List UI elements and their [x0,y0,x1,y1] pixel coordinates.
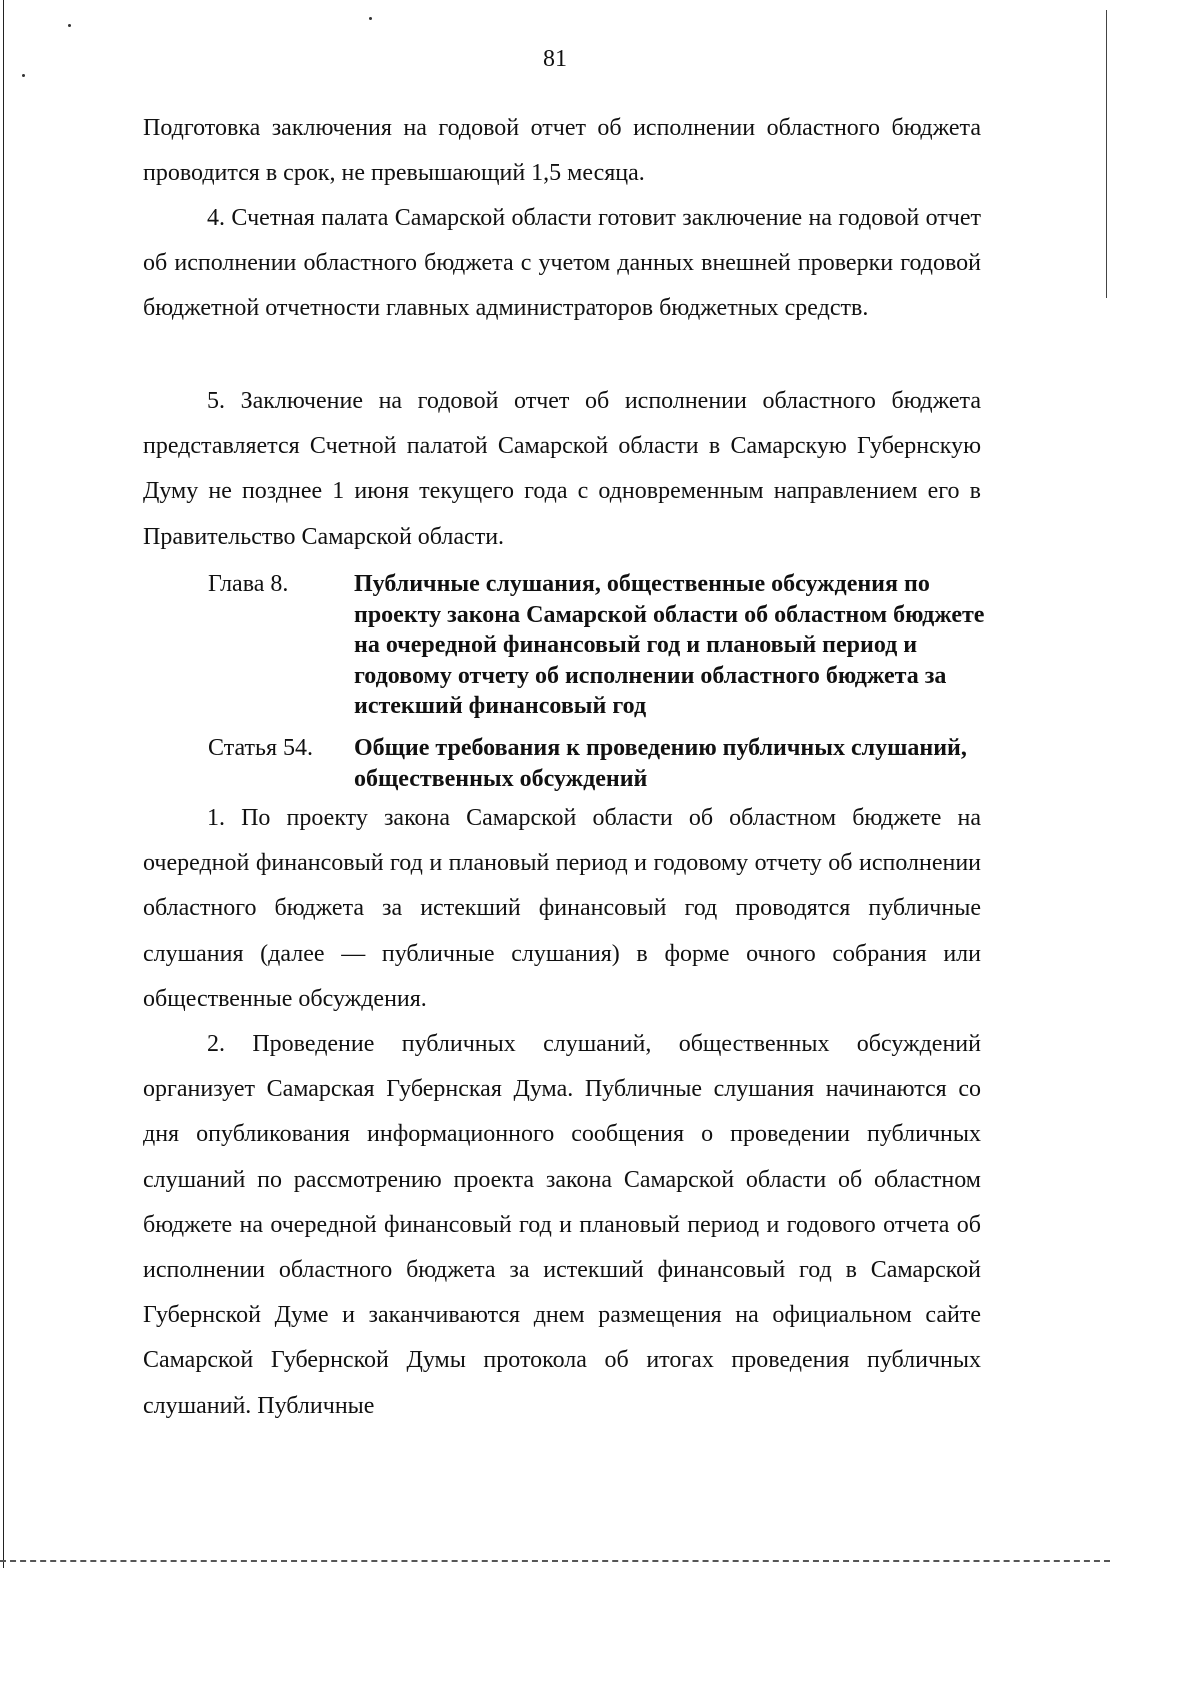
page-number: 81 [543,46,567,72]
paragraph-4: 4. Счетная палата Самарской области готовит заключение на годовой отчет об исполнении областного бюджета с учетом данных внешней проверки годовой бюджетной отчетности главных администраторов бюджетных средств. [143,205,981,322]
scan-speck [22,74,25,77]
paragraph-5: 5. Заключение на годовой отчет об исполнении областного бюджета представляется Счетной палатой Самарской области в Самарскую Губернскую Думу не позднее 1 июня текущего года с одновременным направлением его в Правительство Самарской области. [143,388,981,550]
scan-speck [369,17,372,20]
article-paragraph-1: 1. По проекту закона Самарской области об областном бюджете на очередной финансовый год и плановый период и годовому отчету об исполнении областного бюджета за истекший финансовый год проводятся публичные слушания (далее — публичные слушания) в форме очного собрания или общественные обсуждения. [143,805,981,1012]
article-label: Статья 54. [208,735,313,761]
scan-bottom-edge [0,1560,1110,1562]
article-title: Общие требования к проведению публичных слушаний, общественных обсуждений [354,735,967,792]
paragraph-intro: Подготовка заключения на годовой отчет об исполнении областного бюджета проводится в срок, не превышающий 1,5 месяца. [143,115,981,187]
article-paragraph-2: 2. Проведение публичных слушаний, общественных обсуждений организует Самарская Губернская Дума. Публичные слушания начинаются со дня опубликования информационного сообщения о проведении публичных слушаний по рассмотрению проекта закона Самарской области об областном бюджете на очередной финансовый год и плановый период и годового отчета об исполнении областного бюджета за истекший финансовый год в Самарской Губернской Думе и заканчиваются днем размещения на официальном сайте Самарской Губернской Думы протокола об итогах проведения публичных слушаний. Публичные [143,1031,981,1419]
chapter-label: Глава 8. [208,571,289,597]
scan-speck [68,24,71,27]
scan-left-edge [3,0,4,1568]
chapter-title: Публичные слушания, общественные обсуждения по проекту закона Самарской области об областном бюджете на очередной финансовый год и плановый период и годовому отчету об исполнении областного бюджета за истекший финансовый год [354,571,985,720]
